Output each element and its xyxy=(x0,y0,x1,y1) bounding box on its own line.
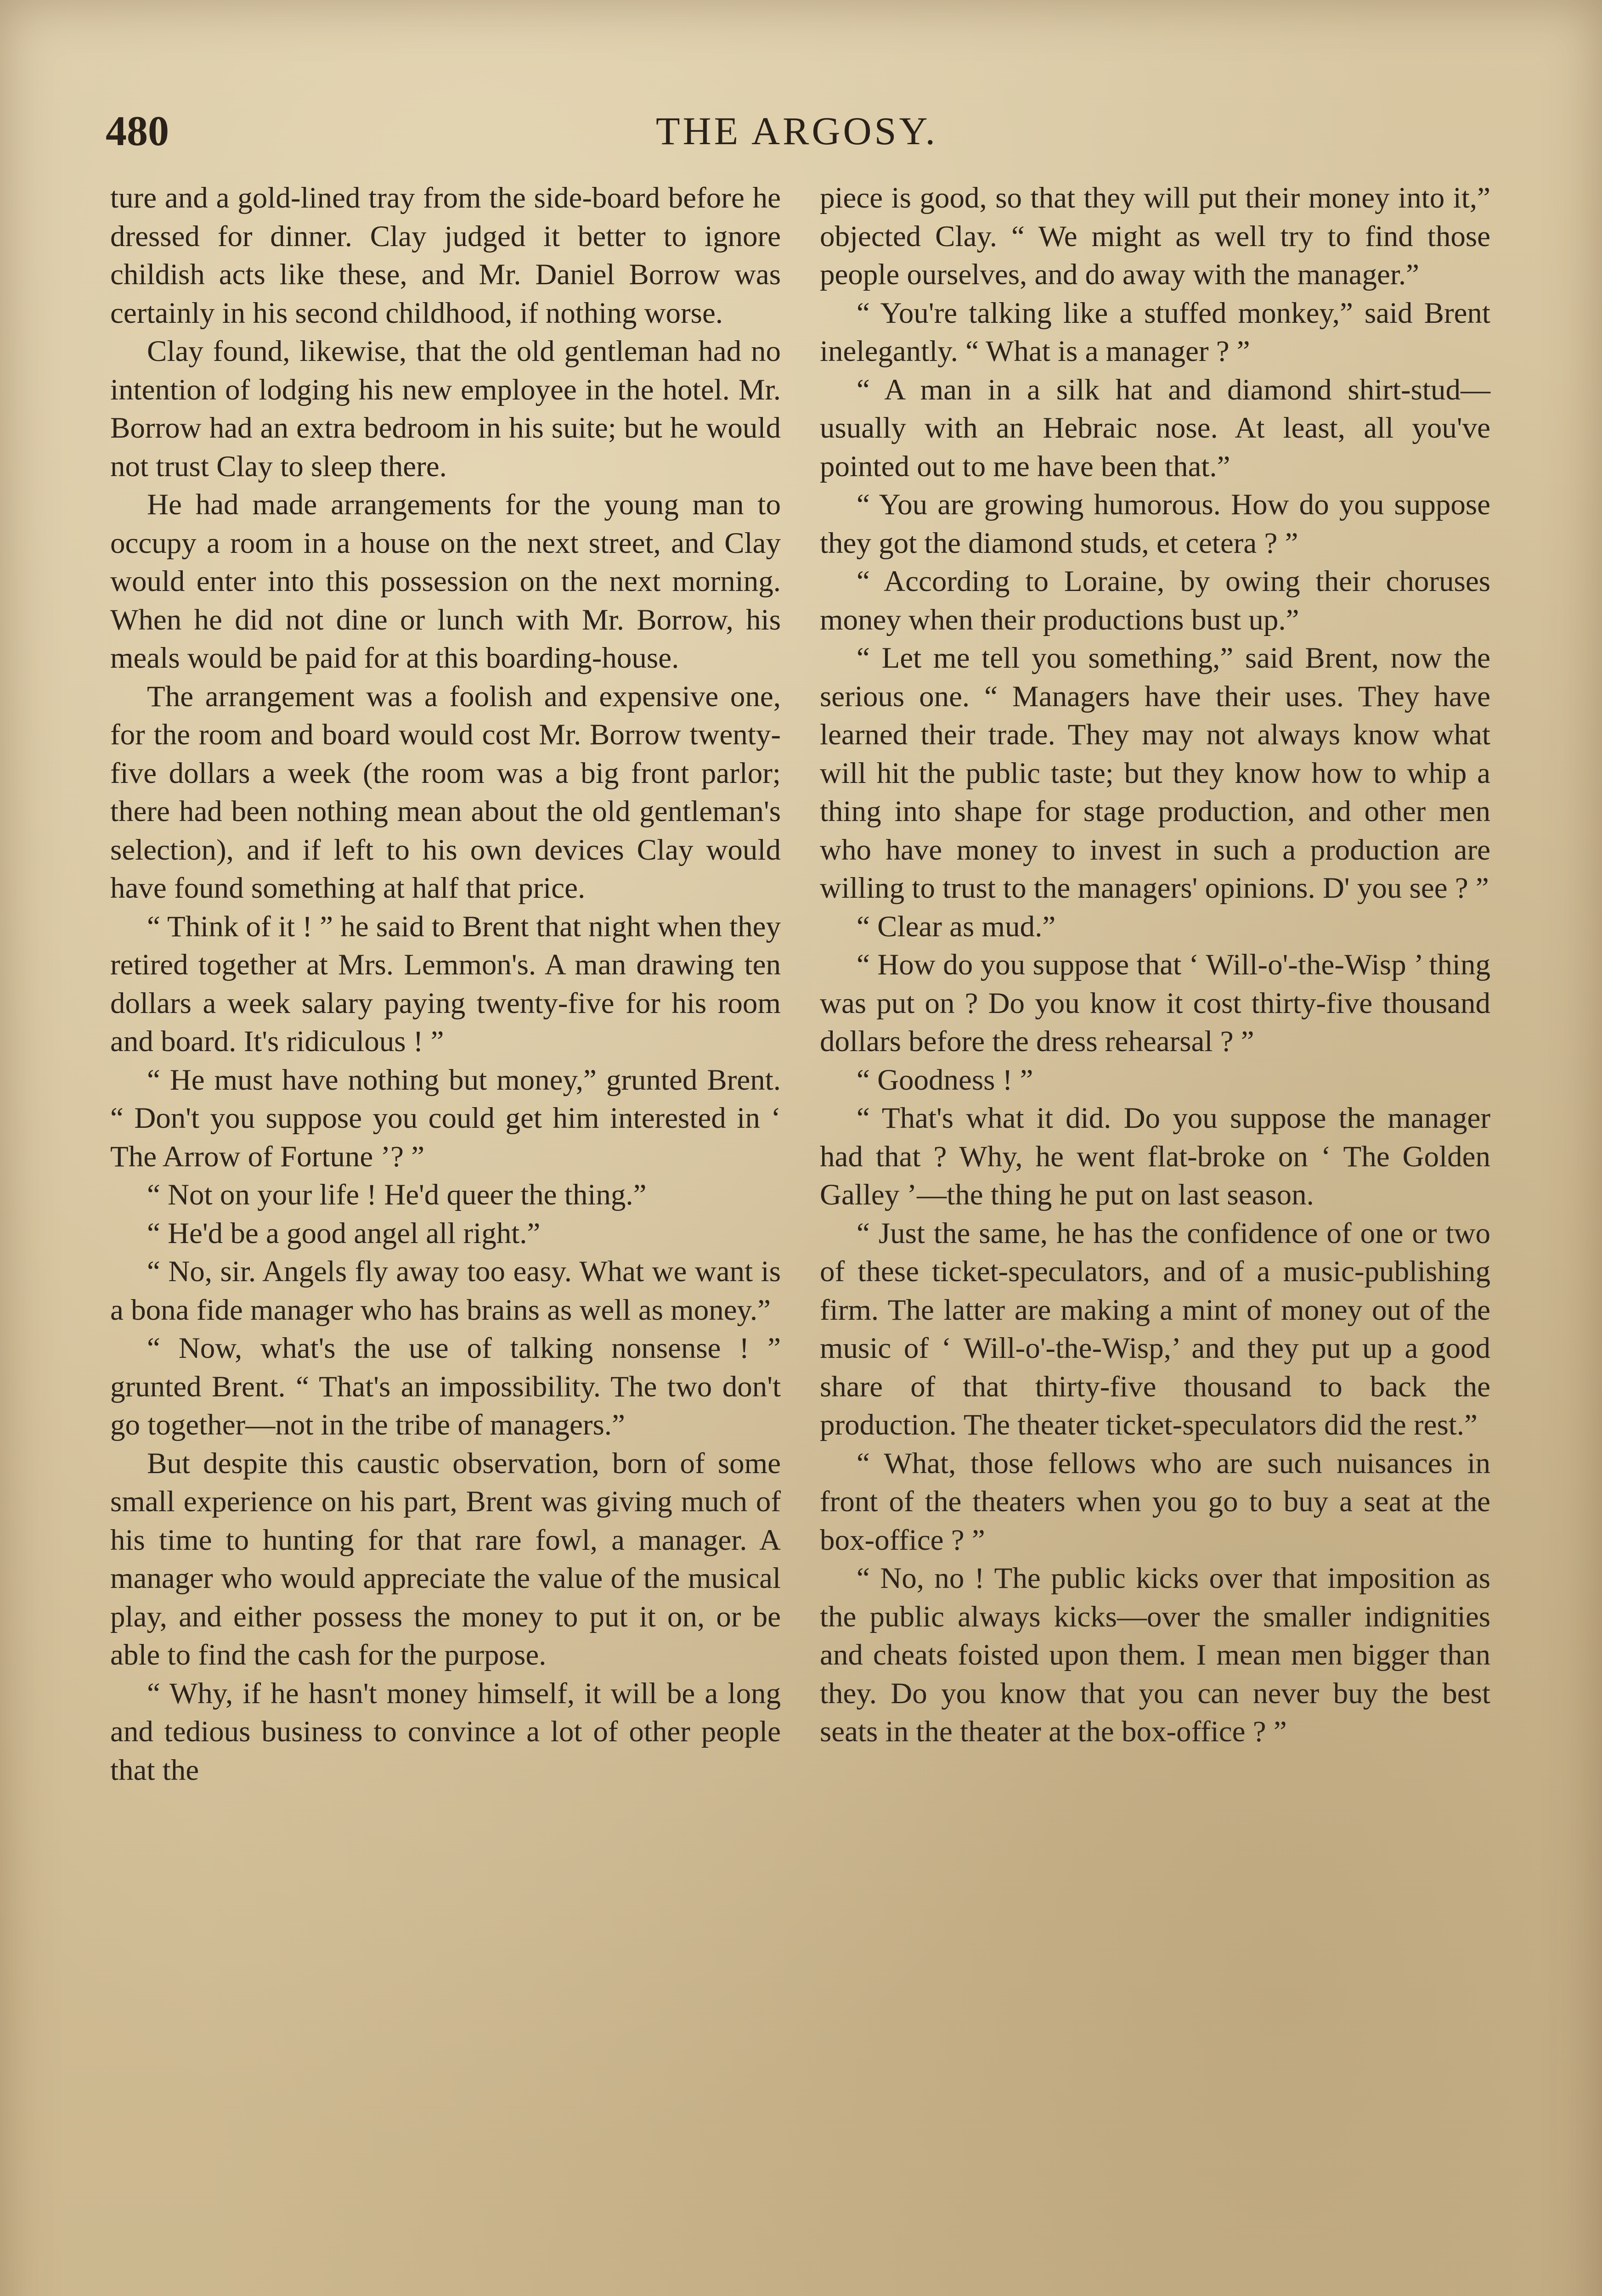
paragraph: “ Clear as mud.” xyxy=(857,910,1056,943)
paragraph: ture and a gold-lined tray from the side-board before he dressed for dinner. Clay judged it better to ignore childish acts like these, and Mr. Daniel Borrow was certainly in his second childhood, if nothing worse. xyxy=(110,181,781,330)
paragraph: “ Goodness ! ” xyxy=(857,1063,1033,1097)
paragraph: “ What, those fellows who are such nuisances in front of the theaters when you go to buy a seat at the box-office ? ” xyxy=(820,1446,1490,1557)
paragraph: “ He'd be a good angel all right.” xyxy=(147,1216,541,1250)
page-header xyxy=(106,106,1488,156)
paragraph: He had made arrangements for the young man to occupy a room in a house on the next street, and Clay would enter into this possession on the next morning. When he did not dine or lunch with Mr. Borrow, his meals would be paid for at this boarding-house. xyxy=(110,488,781,675)
running-title: THE ARGOSY. xyxy=(656,109,938,153)
paragraph: “ That's what it did. Do you suppose the manager had that ? Why, he went flat-broke on ‘ The Golden Galley ’—the thing he put on last season. xyxy=(820,1102,1490,1211)
paragraph: “ A man in a silk hat and diamond shirt-stud—usually with an Hebraic nose. At least, all you've pointed out to me have been that.” xyxy=(820,373,1490,483)
paragraph: “ According to Loraine, by owing their choruses money when their productions bust up.” xyxy=(820,565,1490,636)
paragraph: “ Not on your life ! He'd queer the thing.” xyxy=(147,1178,647,1211)
paragraph: “ Think of it ! ” he said to Brent that night when they retired together at Mrs. Lemmon's. A man drawing ten dollars a week salary paying twenty-five for his room and board. It's ridiculous ! ” xyxy=(110,910,781,1058)
paragraph: “ You're talking like a stuffed monkey,” said Brent inelegantly. “ What is a manager ? ” xyxy=(820,296,1490,368)
paragraph: The arrangement was a foolish and expensive one, for the room and board would cost Mr. Borrow twenty-five dollars a week (the room was a big front parlor; there had been nothing mean about the old gentleman's selection), and if left to his own devices Clay would have found something at half that price. xyxy=(110,680,781,905)
paragraph: “ Why, if he hasn't money himself, it will be a long and tedious business to convince a lot of other people that the xyxy=(110,1677,781,1787)
paragraph: Clay found, likewise, that the old gentleman had no intention of lodging his new employee in the hotel. Mr. Borrow had an extra bedroom in his suite; but he would not trust Clay to sleep there. xyxy=(110,335,781,483)
paragraph: “ Just the same, he has the confidence of one or two of these ticket-speculators, and of a music-publishing firm. The latter are making a mint of money out of the music of ‘ Will-o'-the-Wisp,’ and they put up a good share of that thirty-five thousand to back the production. The theater ticket-speculators did the rest.” xyxy=(820,1216,1490,1441)
right-column xyxy=(820,179,1490,1751)
paragraph: “ No, sir. Angels fly away too easy. What we want is a bona fide manager who has brains as well as money.” xyxy=(110,1255,781,1327)
paragraph: piece is good, so that they will put their money into it,” objected Clay. “ We might as well try to find those people ourselves, and do away with the manager.” xyxy=(820,181,1490,291)
paragraph: “ No, no ! The public kicks over that imposition as the public always kicks—over the smaller indignities and cheats foisted upon them. I mean men bigger than they. Do you know that you can never buy the best seats in the theater at the box-office ? ” xyxy=(820,1562,1490,1748)
paragraph: “ Now, what's the use of talking nonsense ! ” grunted Brent. “ That's an impossibility. The two don't go together—not in the tribe of managers.” xyxy=(110,1332,781,1441)
paragraph: But despite this caustic observation, born of some small experience on his part, Brent was giving much of his time to hunting for that rare fowl, a manager. A manager who would appreciate the value of the musical play, and either possess the money to put it on, or be able to find the cash for the purpose. xyxy=(110,1446,781,1671)
paragraph: “ He must have nothing but money,” grunted Brent. “ Don't you suppose you could get him interested in ‘ The Arrow of Fortune ’? ” xyxy=(110,1063,781,1173)
left-column xyxy=(110,179,781,1790)
paragraph: “ You are growing humorous. How do you suppose they got the diamond studs, et cetera ? ” xyxy=(820,488,1490,560)
paragraph: “ How do you suppose that ‘ Will-o'-the-Wisp ’ thing was put on ? Do you know it cost thirty-five thousand dollars before the dress rehearsal ? ” xyxy=(820,948,1490,1058)
paragraph: “ Let me tell you something,” said Brent, now the serious one. “ Managers have their uses. They have learned their trade. They may not always know what will hit the public taste; but they know how to whip a thing into shape for stage production, and other men who have money to invest in such a production are willing to trust to the managers' opinions. D' you see ? ” xyxy=(820,642,1490,905)
page-number: 480 xyxy=(106,107,169,154)
